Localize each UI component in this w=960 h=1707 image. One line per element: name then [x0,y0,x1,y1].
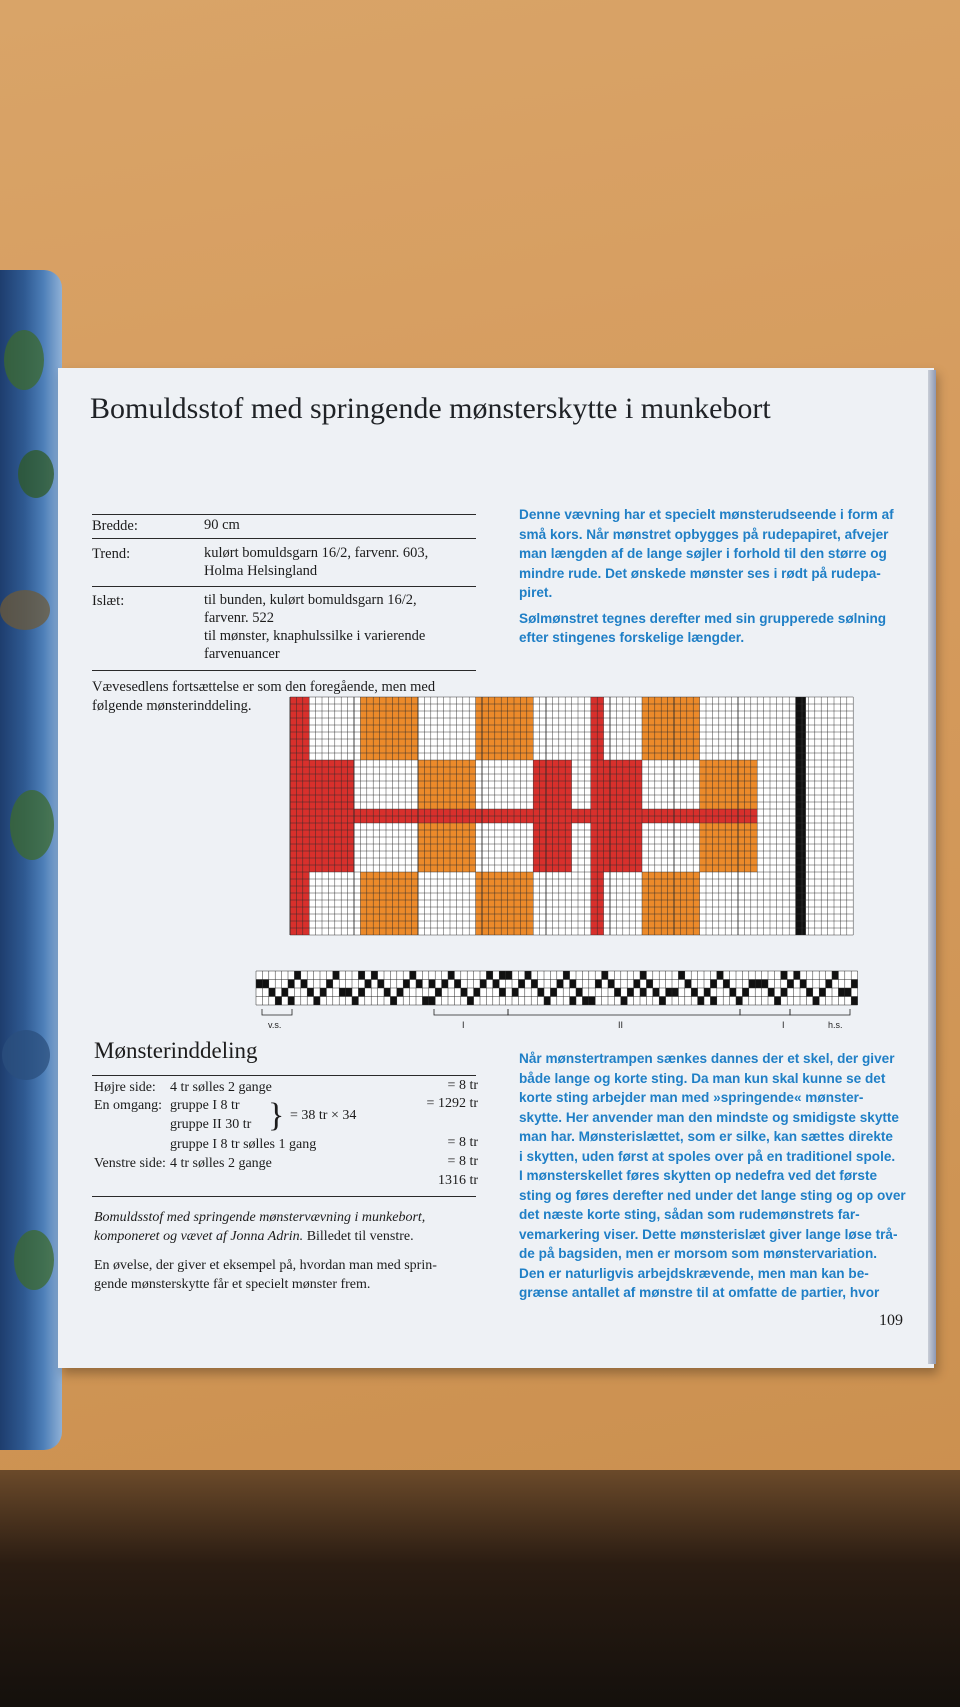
draft-cell [371,971,377,980]
draft-cell [410,971,416,980]
spec-line: farvenuancer [204,646,280,662]
table-rule [92,538,476,539]
table-rule [92,514,476,515]
draft-cell [282,988,288,997]
draft-cell [685,980,691,989]
label-group-1: I [462,1020,465,1030]
label-group-3: I [782,1020,785,1030]
draft-cell [666,988,672,997]
draft-cell [512,988,518,997]
draft-cell [301,980,307,989]
label-left-side: v.s. [268,1020,282,1030]
draft-cell [333,971,339,980]
draft-cell [307,988,313,997]
text-line: Den er naturligvis arbejdskrævende, men man kan be- [519,1265,869,1281]
page-number: 109 [879,1312,903,1329]
draft-bracket [434,1009,508,1015]
draft-cell [486,971,492,980]
pattern-block [418,823,476,872]
draft-cell [640,988,646,997]
pattern-block [700,823,758,872]
draft-cell [506,971,512,980]
spec-line: kulørt bomuldsgarn 16/2, farvenr. 603, [204,545,429,561]
draft-cell [442,980,448,989]
photo-caption [94,1208,489,1246]
draft-cell [480,980,486,989]
draft-cell [646,980,652,989]
draft-cell [288,997,294,1006]
draft-cell [403,980,409,989]
text-line: vemarkering viser. Dette mønsterislæt giver lange løse trå- [519,1226,898,1242]
division-bracket-value: = 38 tr × 34 [290,1108,357,1123]
text-line: skytte. Her anvender man den mindste og smidigste skytte [519,1109,899,1125]
draft-cell [768,988,774,997]
draft-cell [717,971,723,980]
intro-line: følgende mønsterinddeling. [92,698,252,714]
table-rule [92,1075,476,1076]
text-line: det næste korte sting, sådan som rudemønstrets far- [519,1207,860,1222]
pattern-block [642,872,700,935]
exercise-text [94,1256,489,1294]
draft-cell [621,997,627,1006]
draft-cell [730,988,736,997]
draft-cell [774,997,780,1006]
draft-cell [845,988,851,997]
draft-cell [595,980,601,989]
spec-value [204,544,484,580]
text-line: gende mønsterskytte får et specielt mønster frem. [94,1277,371,1292]
spec-line: 90 cm [204,517,240,533]
draft-cell [294,971,300,980]
draft-cell [749,980,755,989]
table-rule [92,1196,476,1197]
pattern-block [309,760,354,809]
pattern-block [476,872,534,935]
draft-cell [582,997,588,1006]
draft-cell [454,980,460,989]
draft-cell [640,971,646,980]
draft-cell [378,980,384,989]
text-line: Denne vævning har et specielt mønsterudseende i form af [519,507,894,522]
draft-cell [358,971,364,980]
spec-line: Holma Helsingland [204,563,318,579]
division-text: gruppe I 8 tr [170,1098,240,1113]
draft-cell [448,971,454,980]
brace: } [268,1097,285,1134]
draft-cell [742,988,748,997]
text-line: man længden af de lange søjler i forhold til den større og [519,546,887,561]
draft-cell [262,980,268,989]
text-line: grænse antallet af mønstre til at omfatte de partier, hvor [519,1285,880,1300]
page-title: Bomuldsstof med springende mønsterskytte i munkebort [90,392,771,425]
draft-cell [525,971,531,980]
draft-cell [416,980,422,989]
draft-cell [384,988,390,997]
draft-cell [614,988,620,997]
spec-line: til bunden, kulørt bomuldsgarn 16/2, [204,592,417,608]
draft-cell [352,997,358,1006]
text-line: de på bagsiden, men er morsom som mønstervariation. [519,1246,878,1261]
draft-cell [704,988,710,997]
draft-cell [781,988,787,997]
division-text: gruppe I 8 tr sølles 1 gang [170,1137,317,1152]
division-text: 4 tr sølles 2 gange [170,1080,272,1095]
division-total: 1316 tr [437,1173,478,1188]
draft-cell [397,988,403,997]
draft-cell [851,980,857,989]
draft-cell [755,980,761,989]
text-line: efter stingenes forskelige længder. [519,630,745,645]
draft-cell [608,980,614,989]
spec-label: Islæt: [92,593,125,609]
draft-cell [806,988,812,997]
draft-cell [794,971,800,980]
draft-cell [435,988,441,997]
text-line: korte sting arbejder man med »springende« mønster- [519,1090,864,1105]
pattern-block [360,872,418,935]
page-edge [928,370,936,1364]
division-value: = 8 tr [447,1154,478,1169]
draft-cell [672,988,678,997]
draft-cell [800,980,806,989]
draft-cell [339,988,345,997]
draft-cell [346,988,352,997]
text-line: piret. [519,585,553,600]
division-value: = 8 tr [447,1078,478,1093]
draft-cell [544,997,550,1006]
text-line: både lange og korte sting. Da man kun skal kunne se det [519,1070,886,1086]
draft-cell [499,971,505,980]
draft-cell [634,980,640,989]
draft-cell [762,980,768,989]
pattern-block [642,697,700,760]
division-text: 4 tr sølles 2 gange [170,1156,272,1171]
pattern-block [700,760,758,809]
text-line: mindre rude. Det ønskede mønster ses i rødt på rudepa- [519,565,881,581]
draft-cell [691,988,697,997]
draft-cell [576,988,582,997]
draft-cell [461,988,467,997]
division-value: = 8 tr [447,1135,478,1150]
draft-cell [531,980,537,989]
draft-cell [493,980,499,989]
pattern-block [418,760,476,809]
text-line: man har. Mønsterislættet, som er silke, kan sættes direkte [519,1129,893,1144]
draft-cell [288,980,294,989]
draft-cell [474,988,480,997]
spec-value [204,591,484,663]
draft-cell [314,997,320,1006]
table-rule [92,670,476,671]
weaving-draft [250,695,910,1035]
spec-line: farvenr. 522 [204,610,275,626]
draft-cell [723,980,729,989]
draft-cell [819,988,825,997]
draft-cell [518,980,524,989]
threading-draft [256,971,858,1005]
draft-brackets [262,1009,850,1015]
section-heading: Mønsterinddeling [94,1038,258,1063]
spec-label: Trend: [92,546,131,562]
caption-italic: komponeret og vævet af Jonna Adrin. [94,1229,304,1244]
draft-cell [678,971,684,980]
draft-cell [627,988,633,997]
draft-cell [550,988,556,997]
caption-tail: Billedet til venstre. [306,1229,414,1244]
opposite-page-photo [0,270,62,1450]
draft-cell [275,997,281,1006]
intro-line: Vævesedlens fortsættelse er som den foregående, men med [92,679,436,695]
draft-cell [429,980,435,989]
table-edge-background [0,1470,960,1707]
text-line: sting og føres derefter ned under det lange sting og op over [519,1187,906,1203]
draft-cell [589,997,595,1006]
text-line: En øvelse, der giver et eksempel på, hvordan man med sprin- [94,1258,437,1273]
caption-italic: Bomuldsstof med springende mønstervævning i munkebort, [94,1210,426,1225]
division-text: gruppe II 30 tr [170,1117,252,1132]
draft-cell [602,971,608,980]
draft-cell [826,980,832,989]
draft-cell [326,980,332,989]
draft-cell [390,997,396,1006]
text-line: Når mønstertrampen sænkes dannes der et skel, der giver [519,1051,895,1066]
text-line: Sølmønstret tegnes derefter med sin grupperede sølning [519,610,887,626]
pattern-block [360,697,418,760]
pattern-grid [290,697,853,935]
draft-bracket [508,1009,740,1015]
draft-cell [570,980,576,989]
draft-bracket [262,1009,292,1015]
division-label: En omgang: [94,1098,163,1113]
draft-cell [467,997,473,1006]
draft-cell [659,997,665,1006]
draft-cell [538,988,544,997]
draft-cell [422,997,428,1006]
label-group-2: II [618,1020,624,1030]
text-line: I mønsterskellet føres skytten op nedefra ved det første [519,1168,878,1183]
draft-cell [256,980,262,989]
table-rule [92,586,476,587]
draft-cell [563,971,569,980]
draft-cell [736,997,742,1006]
draft-cell [813,997,819,1006]
label-right-side: h.s. [828,1020,843,1030]
draft-cell [365,980,371,989]
division-value: = 1292 tr [426,1096,478,1111]
spec-line: til mønster, knaphulssilke i varierende [204,628,426,644]
draft-bracket [740,1009,790,1015]
division-label: Venstre side: [94,1156,166,1171]
draft-cell [358,988,364,997]
draft-cell [557,980,563,989]
text-line: i skytten, uden først at spoles over på en traditionel spole. [519,1148,896,1164]
spec-value [204,516,484,534]
draft-cell [710,997,716,1006]
intro-paragraph-blue [519,505,911,648]
draft-cell [653,988,659,997]
pattern-block [476,697,534,760]
draft-cell [698,997,704,1006]
pattern-block [309,823,354,872]
draft-cell [710,980,716,989]
draft-cell [320,988,326,997]
text-line: små kors. Når mønstret opbygges på rudepapiret, afvejer [519,526,889,542]
draft-cell [781,971,787,980]
draft-cell [570,997,576,1006]
draft-cell [832,971,838,980]
draft-cell [838,988,844,997]
spec-label: Bredde: [92,518,138,534]
draft-bracket [790,1009,850,1015]
draft-cell [269,988,275,997]
division-label: Højre side: [94,1080,156,1095]
draft-cell [787,980,793,989]
draft-cell [429,997,435,1006]
body-paragraph-blue [519,1049,911,1303]
draft-cell [851,997,857,1006]
draft-cell [499,988,505,997]
